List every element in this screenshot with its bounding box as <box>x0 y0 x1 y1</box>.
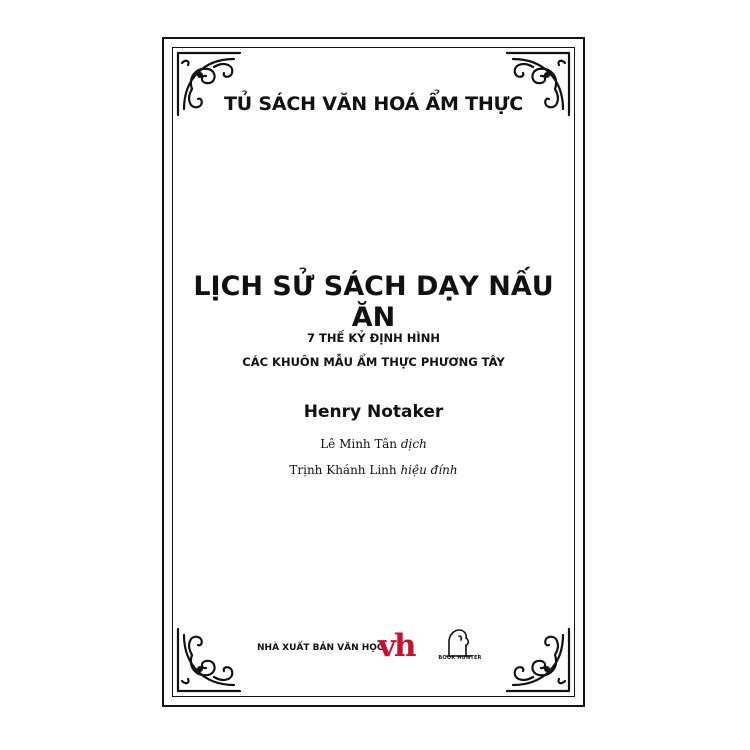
book-hunter-label: BOOK HUNTER <box>438 655 482 661</box>
corner-ornament-icon <box>503 625 573 695</box>
translator-credit <box>172 437 575 451</box>
subtitle-line-1: 7 THẾ KỶ ĐỊNH HÌNH <box>307 331 440 345</box>
editor-name: Trịnh Khánh Linh <box>289 463 397 477</box>
translator-name: Lê Minh Tân <box>320 437 398 451</box>
publisher-logo: vh <box>378 628 415 664</box>
author-name: Henry Notaker <box>303 402 444 422</box>
editor-role: hiệu đính <box>400 463 458 477</box>
book-title: LỊCH SỬ SÁCH DẠY NẤU ĂN <box>193 271 554 333</box>
editor-credit <box>172 463 575 477</box>
translator-role: dịch <box>400 437 427 451</box>
subtitle-line-2: CÁC KHUÔN MẪU ẨM THỰC PHƯƠNG TÂY <box>242 355 505 369</box>
publisher-name: NHÀ XUẤT BẢN VĂN HỌC <box>257 643 384 653</box>
corner-ornament-icon <box>174 625 244 695</box>
series-name: TỦ SÁCH VĂN HOÁ ẨM THỰC <box>224 93 523 115</box>
inner-border <box>172 47 575 697</box>
